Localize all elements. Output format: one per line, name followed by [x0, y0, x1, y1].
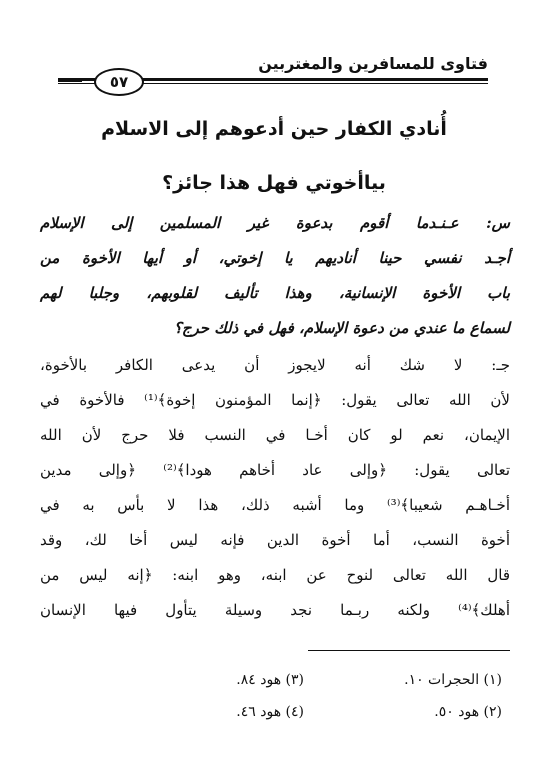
question-line: لسماع ما عندي من دعوة الإسلام، فهل في ذلك حرج؟ — [173, 319, 510, 337]
footnote: (١) الحجرات ١٠. — [404, 672, 502, 688]
footnote: (٣) هود ٨٤. — [236, 672, 304, 688]
question-line: س: عـنـدما أقوم بدعوة غير المسلمين إلى الإسلام — [40, 214, 510, 232]
page-header — [58, 52, 488, 104]
fatwa-heading-line2: بياأخوتي فهل هذا جائز؟ — [162, 172, 386, 194]
answer-line: أخـاهـم شعيبا﴾⁽³⁾ وما أشبه ذلك، هذا لا بأس به في — [40, 496, 510, 514]
answer-line: أخوة النسب، أما أخوة الدين فإنه ليس أخا لك، وقد — [40, 531, 510, 549]
footnote: (٤) هود ٤٦. — [236, 704, 304, 720]
answer-line: أهلك﴾⁽⁴⁾ ولكنه ربـما نجد وسيلة يتأول فيها الإنسان — [40, 601, 510, 619]
book-title: فتاوى للمسافرين والمغتربين — [258, 54, 488, 73]
question-line: باب الأخوة الإنسانية، وهذا تأليف لقلوبهم، وجلبا لهم — [40, 284, 510, 302]
page-number: ٥٧ — [94, 68, 144, 96]
answer-line: الإيمان، نعم لو كان أخـا في النسب فلا حرج لأن الله — [40, 426, 510, 444]
answer-line: قال الله تعالى لنوح عن ابنه، وهو ابنه: ﴿إنه ليس من — [40, 566, 510, 584]
footnote: (٢) هود ٥٠. — [434, 704, 502, 720]
answer-line: لأن الله تعالى يقول: ﴿إنما المؤمنون إخوة﴾⁽¹⁾ فالأخوة في — [40, 391, 510, 409]
answer-line: تعالى يقول: ﴿وإلى عاد أخاهم هودا﴾⁽²⁾ ﴿وإلى مدين — [40, 461, 510, 479]
header-dash — [58, 79, 82, 82]
answer-line: جـ: لا شك أنه لايجوز أن يدعى الكافر بالأخوة، — [40, 356, 510, 374]
footnote-divider — [308, 650, 510, 651]
fatwa-heading-line1: أُنادي الكفار حين أدعوهم إلى الاسلام — [101, 118, 447, 140]
question-line: أجـد نفسي حينا أناديهم يا إخوتي، أو أيها الأخوة من — [40, 249, 510, 267]
